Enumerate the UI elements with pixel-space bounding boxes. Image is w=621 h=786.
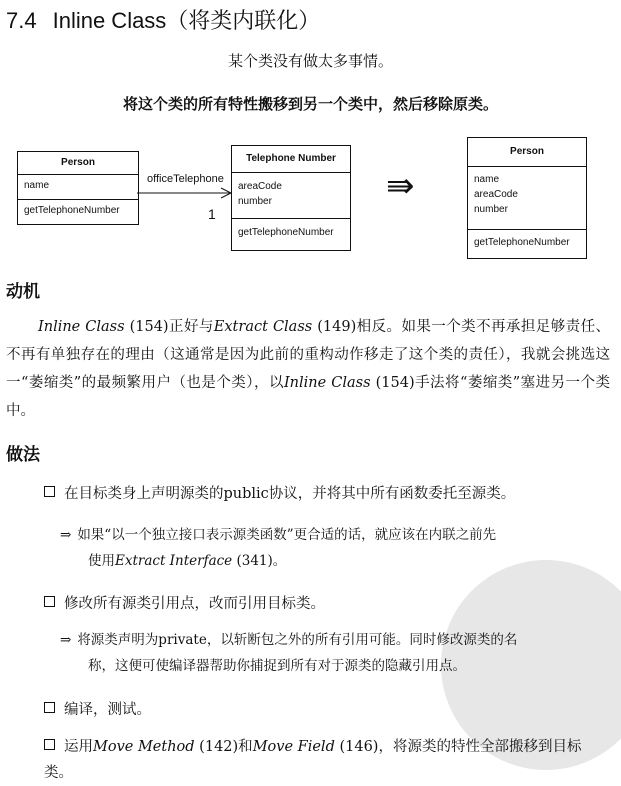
refactoring-ref: Extract Interface [115,553,233,569]
refactoring-ref: Inline Class [283,375,371,391]
uml-telephone-number-class [231,145,351,251]
uml-method: getTelephoneNumber [238,227,334,238]
association-role-label: officeTelephone [147,173,224,185]
uml-person-class [17,151,139,225]
mechanics-step: 编译，测试。 [44,697,604,723]
mechanics-step: 修改所有源类引用点，改而引用目标类。 [44,591,604,617]
motivation-paragraph: Inline Class (154)正好与Extract Class (149)相反。如果一个类不再承担足够责任、不再有单独存在的理由（这通常是因为此前的重构动作移走了这个类的责任），我就会挑选这一“萎缩类”的最频繁用户（也是个类），以Inline Class (154)手法将“萎缩类”塞进另一个类中。 [6,319,610,419]
uml-methods [232,219,350,250]
uml-fields [232,173,350,219]
uml-field: areaCode [474,189,518,200]
uml-method: getTelephoneNumber [474,237,570,248]
mechanics-heading: 做法 [6,445,40,465]
uml-field: areaCode [238,181,282,192]
uml-field: number [238,196,272,207]
section-title-text: Inline Class（将类内联化） [52,8,321,33]
uml-person-result-class [467,137,587,259]
association-multiplicity: 1 [208,206,216,222]
mechanics-note: ⇒ 将源类声明为private，以斩断包之外的所有引用可能。同时修改源类的名 称，这便可使编译器帮助你捕捉到所有对于源类的隐藏引用点。 [60,632,518,674]
uml-class-name: Person [468,138,586,167]
refactor-arrow-icon: ⇛ [386,166,415,206]
uml-field: name [24,180,50,191]
intro-text: 某个类没有做太多事情。 [227,52,393,70]
uml-fields [468,167,586,230]
note-arrow-icon: ⇒ [60,632,72,648]
summary-text: 将这个类的所有特性搬移到另一个类中，然后移除原类。 [122,95,498,113]
section-number: 7.4 [6,8,37,33]
refactoring-ref: Move Field [252,739,335,755]
uml-methods [468,230,586,258]
checkbox-icon [44,596,55,607]
mechanics-step: 运用Move Method (142)和Move Field (146)，将源类的特性全部搬移到目标类。 [44,739,582,781]
refactoring-ref: Extract Class [213,319,313,335]
uml-fields [18,175,138,200]
refactoring-ref: Inline Class [38,319,125,335]
refactoring-ref: Move Method [93,739,195,755]
section-title [6,4,320,35]
checkbox-icon [44,486,55,497]
motivation-heading: 动机 [6,282,40,302]
uml-field: number [474,204,508,215]
uml-class-name: Telephone Number [232,146,350,173]
uml-field: name [474,174,500,185]
checkbox-icon [44,702,55,713]
uml-class-name: Person [18,152,138,175]
uml-methods [18,200,138,224]
mechanics-step: 在目标类身上声明源类的public协议，并将其中所有函数委托至源类。 [44,481,604,507]
mechanics-note: ⇒ 如果“以一个独立接口表示源类函数”更合适的话，就应该在内联之前先 使用Extract Interface (341)。 [60,527,497,569]
note-arrow-icon: ⇒ [60,527,72,543]
uml-method: getTelephoneNumber [24,205,120,216]
checkbox-icon [44,739,55,750]
